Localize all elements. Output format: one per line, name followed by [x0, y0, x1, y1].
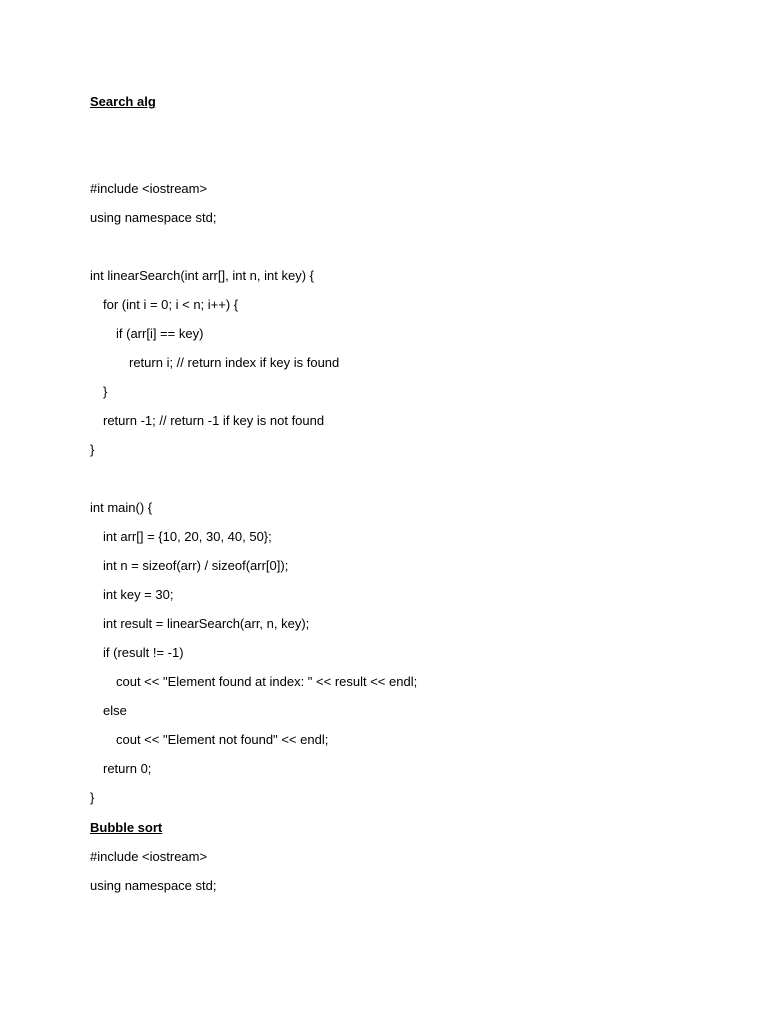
- code-line: int n = sizeof(arr) / sizeof(arr[0]);: [103, 558, 289, 573]
- code-line: #include <iostream>: [90, 181, 208, 196]
- code-line: return i; // return index if key is found: [129, 355, 340, 370]
- code-line: int main() {: [90, 500, 153, 515]
- code-line: cout << "Element found at index: " << result << endl;: [116, 674, 418, 689]
- code-line: using namespace std;: [90, 210, 217, 225]
- heading-bubble-sort: Bubble sort: [90, 820, 163, 835]
- code-line: return 0;: [103, 761, 152, 776]
- code-line: for (int i = 0; i < n; i++) {: [103, 297, 239, 312]
- code-line: #include <iostream>: [90, 849, 208, 864]
- code-line: }: [90, 442, 95, 457]
- code-line: int key = 30;: [103, 587, 174, 602]
- code-line: }: [103, 384, 108, 399]
- code-line: else: [103, 703, 127, 718]
- code-line: cout << "Element not found" << endl;: [116, 732, 329, 747]
- code-line: if (result != -1): [103, 645, 184, 660]
- code-line: using namespace std;: [90, 878, 217, 893]
- code-line: if (arr[i] == key): [116, 326, 204, 341]
- code-line: int linearSearch(int arr[], int n, int key) {: [90, 268, 314, 283]
- heading-search-alg: Search alg: [90, 94, 156, 109]
- code-line: return -1; // return -1 if key is not found: [103, 413, 325, 428]
- code-line: int arr[] = {10, 20, 30, 40, 50};: [103, 529, 272, 544]
- code-line: int result = linearSearch(arr, n, key);: [103, 616, 310, 631]
- code-line: }: [90, 790, 95, 805]
